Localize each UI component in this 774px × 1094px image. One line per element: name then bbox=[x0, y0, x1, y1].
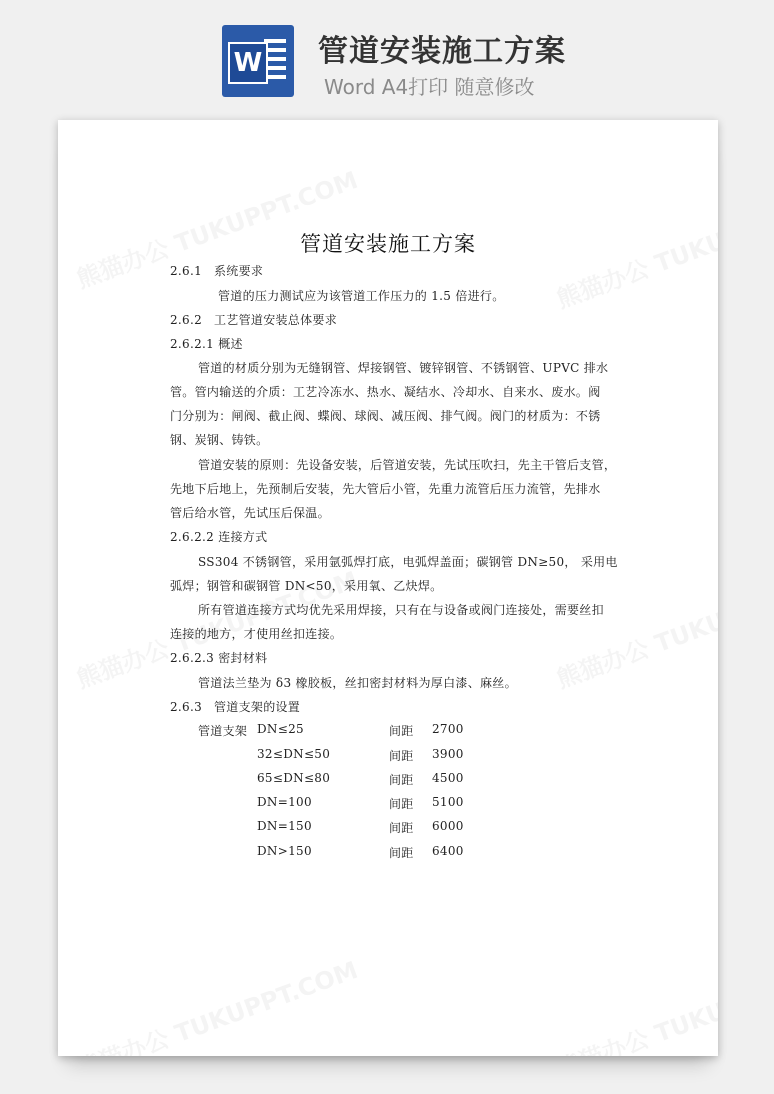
paragraph-line: 管道的材质分别为无缝钢管、焊接钢管、镀锌钢管、不锈钢管、UPVC 排水 bbox=[198, 361, 609, 375]
banner-title: 管道安装施工方案 bbox=[318, 34, 566, 69]
section-heading: 2.6.2 工艺管道安装总体要求 bbox=[170, 313, 338, 327]
table-cell-spacing: 6000 bbox=[432, 819, 464, 833]
banner-subtitle: Word A4打印 随意修改 bbox=[324, 75, 535, 99]
paragraph-line: 管后给水管，先试压后保温。 bbox=[170, 506, 330, 520]
table-cell-spacing-label: 间距 bbox=[389, 724, 414, 738]
table-cell-size: 65≤DN≤80 bbox=[257, 771, 331, 785]
header-banner bbox=[0, 0, 774, 118]
table-cell-spacing-label: 间距 bbox=[389, 797, 414, 811]
paragraph-line: 钢、炭钢、铸铁。 bbox=[170, 433, 269, 447]
watermark bbox=[71, 950, 362, 1056]
watermark bbox=[551, 950, 718, 1056]
paragraph-line: 管道的压力测试应为该管道工作压力的 1.5 倍进行。 bbox=[218, 289, 505, 303]
paragraph-line: SS304 不锈钢管，采用氩弧焊打底，电弧焊盖面；碳钢管 DN≥50， 采用电 bbox=[198, 555, 618, 569]
paragraph-line: 管。管内输送的介质：工艺冷冻水、热水、凝结水、冷却水、自来水、废水。阀 bbox=[170, 385, 601, 399]
table-cell-size: DN≤25 bbox=[257, 722, 304, 736]
paragraph-line: 管道法兰垫为 δ3 橡胶板，丝扣密封材料为厚白漆、麻丝。 bbox=[198, 676, 517, 690]
table-cell-spacing: 3900 bbox=[432, 747, 464, 761]
table-cell-size: 32≤DN≤50 bbox=[257, 747, 331, 761]
paragraph-line: 所有管道连接方式均优先采用焊接，只有在与设备或阀门连接处，需要丝扣 bbox=[198, 603, 604, 617]
table-cell-spacing: 6400 bbox=[432, 844, 464, 858]
table-cell-size: DN=150 bbox=[257, 819, 312, 833]
table-cell-spacing-label: 间距 bbox=[389, 821, 414, 835]
table-cell-spacing-label: 间距 bbox=[389, 749, 414, 763]
paragraph-line: 门分别为：闸阀、截止阀、蝶阀、球阀、减压阀、排气阀。阀门的材质为：不锈 bbox=[170, 409, 601, 423]
table-label: 管道支架 bbox=[198, 724, 248, 738]
table-cell-size: DN>150 bbox=[257, 844, 312, 858]
document-page bbox=[58, 120, 718, 1056]
watermark bbox=[551, 560, 718, 694]
subsection-heading: 2.6.2.2 连接方式 bbox=[170, 530, 268, 544]
table-cell-spacing: 4500 bbox=[432, 771, 464, 785]
paragraph-line: 连接的地方，才使用丝扣连接。 bbox=[170, 627, 343, 641]
table-cell-spacing: 2700 bbox=[432, 722, 464, 736]
word-icon bbox=[222, 25, 294, 97]
subsection-heading: 2.6.2.1 概述 bbox=[170, 337, 243, 351]
table-cell-spacing-label: 间距 bbox=[389, 846, 414, 860]
table-cell-spacing-label: 间距 bbox=[389, 773, 414, 787]
paragraph-line: 弧焊；钢管和碳钢管 DN<50，采用氧、乙炔焊。 bbox=[170, 579, 443, 593]
paragraph-line: 管道安装的原则：先设备安装，后管道安装，先试压吹扫，先主干管后支管， bbox=[198, 458, 617, 472]
paragraph-line: 先地下后地上，先预制后安装，先大管后小管，先重力流管后压力流管，先排水 bbox=[170, 482, 601, 496]
table-cell-spacing: 5100 bbox=[432, 795, 464, 809]
table-cell-size: DN=100 bbox=[257, 795, 312, 809]
word-icon-letter: W bbox=[228, 42, 268, 84]
subsection-heading: 2.6.2.3 密封材料 bbox=[170, 651, 268, 665]
document-title: 管道安装施工方案 bbox=[300, 232, 476, 256]
section-heading: 2.6.1 系统要求 bbox=[170, 264, 264, 278]
section-heading: 2.6.3 管道支架的设置 bbox=[170, 700, 301, 714]
